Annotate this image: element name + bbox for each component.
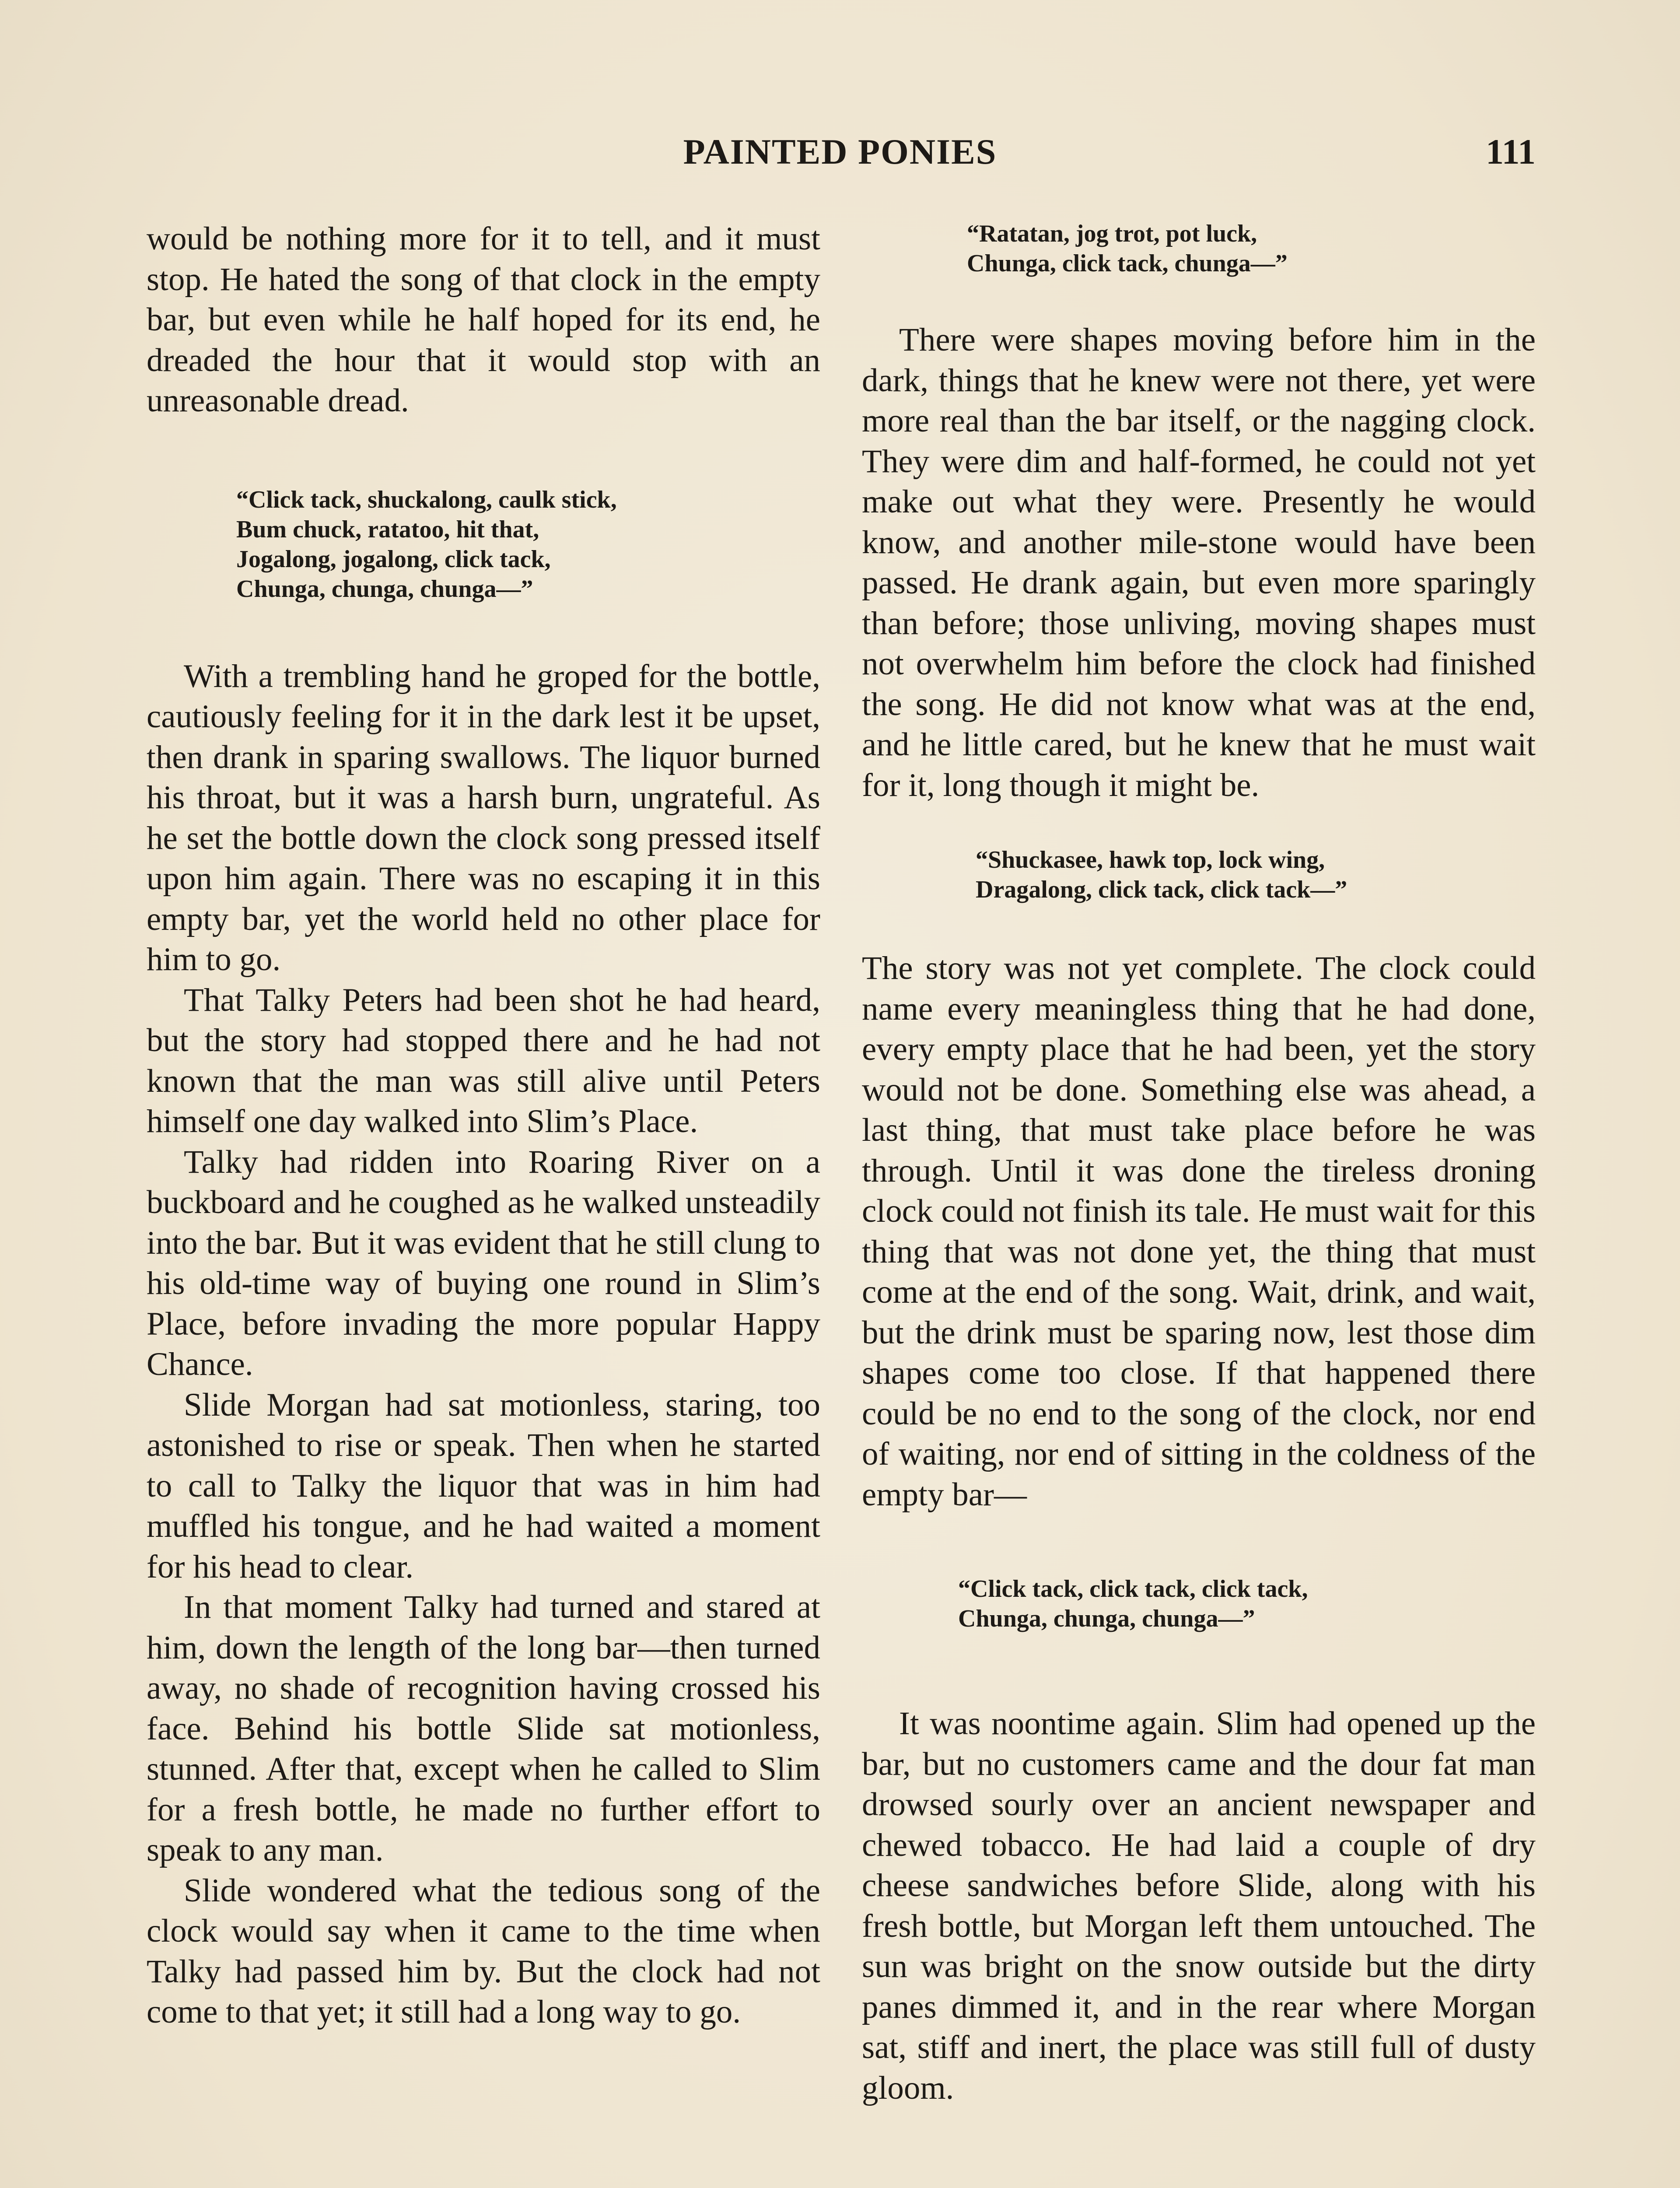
verse-line: “Click tack, shuckalong, caulk stick, <box>236 486 617 513</box>
verse-line: Jogalong, jogalong, click tack, <box>236 545 551 573</box>
page-number: 111 <box>1486 132 1536 172</box>
verse-block <box>958 1574 1536 1634</box>
paragraph: The story was not yet complete. The clock could name every meaningless thing that he had done, every empty place that he had been, yet the story would not be done. Something else was ahead, a last thing, that must take place before he was through. Until it was done the tireless droning clock could not finish its tale. He must wait for this thing that was not done yet, the thing that must come at the end of the song. Wait, drink, and wait, but the drink must be sparing now, lest those dim shapes come too close. If that happened there could be no end to the song of the clock, nor end of waiting, nor end of sitting in the coldness of the empty bar— <box>862 950 1536 1513</box>
left-column <box>147 219 820 2033</box>
paragraph: Talky had ridden into Roaring River on a buckboard and he coughed as he walked unsteadily into the bar. But it was evident that he still clung to his old-time way of buying one round in Slim’s Place, before invading the more popular Happy Chance. <box>147 1143 820 1382</box>
paragraph: Slide Morgan had sat motionless, staring, too astonished to rise or speak. Then when he started to call to Talky the liquor that was in him had muffled his tongue, and he had waited a moment for his head to clear. <box>147 1386 820 1585</box>
paragraph: In that moment Talky had turned and stared at him, down the length of the long bar—then turned away, no shade of recognition having crossed his face. Behind his bottle Slide sat motionless, stunned. After that, except when he called to Slim for a fresh bottle, he made no further effort to speak to any man. <box>147 1589 820 1868</box>
verse-line: Dragalong, click tack, click tack—” <box>976 876 1348 903</box>
running-title: PAINTED PONIES <box>683 132 997 172</box>
verse-block <box>236 485 820 604</box>
paragraph: It was noontime again. Slim had opened up the bar, but no customers came and the dour fat man drowsed sourly over an ancient newspaper and chewed tobacco. He had laid a couple of dry cheese sandwiches before Slide, along with his fresh bottle, but Morgan left them untouched. The sun was bright on the snow outside but the dirty panes dimmed it, and in the rear where Morgan sat, stiff and inert, the place was still full of dusty gloom. <box>862 1705 1536 2106</box>
verse-line: Bum chuck, ratatoo, hit that, <box>236 515 539 543</box>
page-header <box>144 131 1536 179</box>
verse-line: “Ratatan, jog trot, pot luck, <box>967 220 1257 247</box>
right-column <box>862 219 1536 2108</box>
verse-line: Chunga, chunga, chunga—” <box>236 575 533 603</box>
verse-line: “Shuckasee, hawk top, lock wing, <box>976 846 1325 873</box>
verse-line: Chunga, click tack, chunga—” <box>967 250 1288 277</box>
paragraph: With a trembling hand he groped for the bottle, cautiously feeling for it in the dark lest it be upset, then drank in sparing swallows. The liquor burned his throat, but it was a harsh burn, ungrateful. As he set the bottle down the clock song pressed itself upon him again. There was no escaping it in this empty bar, yet the world held no other place for him to go. <box>147 658 820 978</box>
verse-line: Chunga, chunga, chunga—” <box>958 1605 1255 1632</box>
verse-line: “Click tack, click tack, click tack, <box>958 1575 1308 1602</box>
verse-block <box>967 219 1536 278</box>
paragraph: would be nothing more for it to tell, and it must stop. He hated the song of that clock in the empty bar, but even while he half hoped for its end, he dreaded the hour that it would stop with an unreasonable dread. <box>147 221 820 419</box>
paragraph: Slide wondered what the tedious song of the clock would say when it came to the time when Talky had passed him by. But the clock had not come to that yet; it still had a long way to go. <box>147 1872 820 2030</box>
paragraph: There were shapes moving before him in the dark, things that he knew were not there, yet were more real than the bar itself, or the nagging clock. They were dim and half-formed, he could not yet make out what they were. Presently he would know, and another mile-stone would have been passed. He drank again, but even more sparingly than before; those unliving, moving shapes must not overwhelm him before the clock had finished the song. He did not know what was at the end, and he little cared, but he knew that he must wait for it, long though it might be. <box>862 322 1536 803</box>
verse-block <box>976 845 1536 905</box>
paragraph: That Talky Peters had been shot he had heard, but the story had stopped there and he had not known that the man was still alive until Peters himself one day walked into Slim’s Place. <box>147 982 820 1140</box>
